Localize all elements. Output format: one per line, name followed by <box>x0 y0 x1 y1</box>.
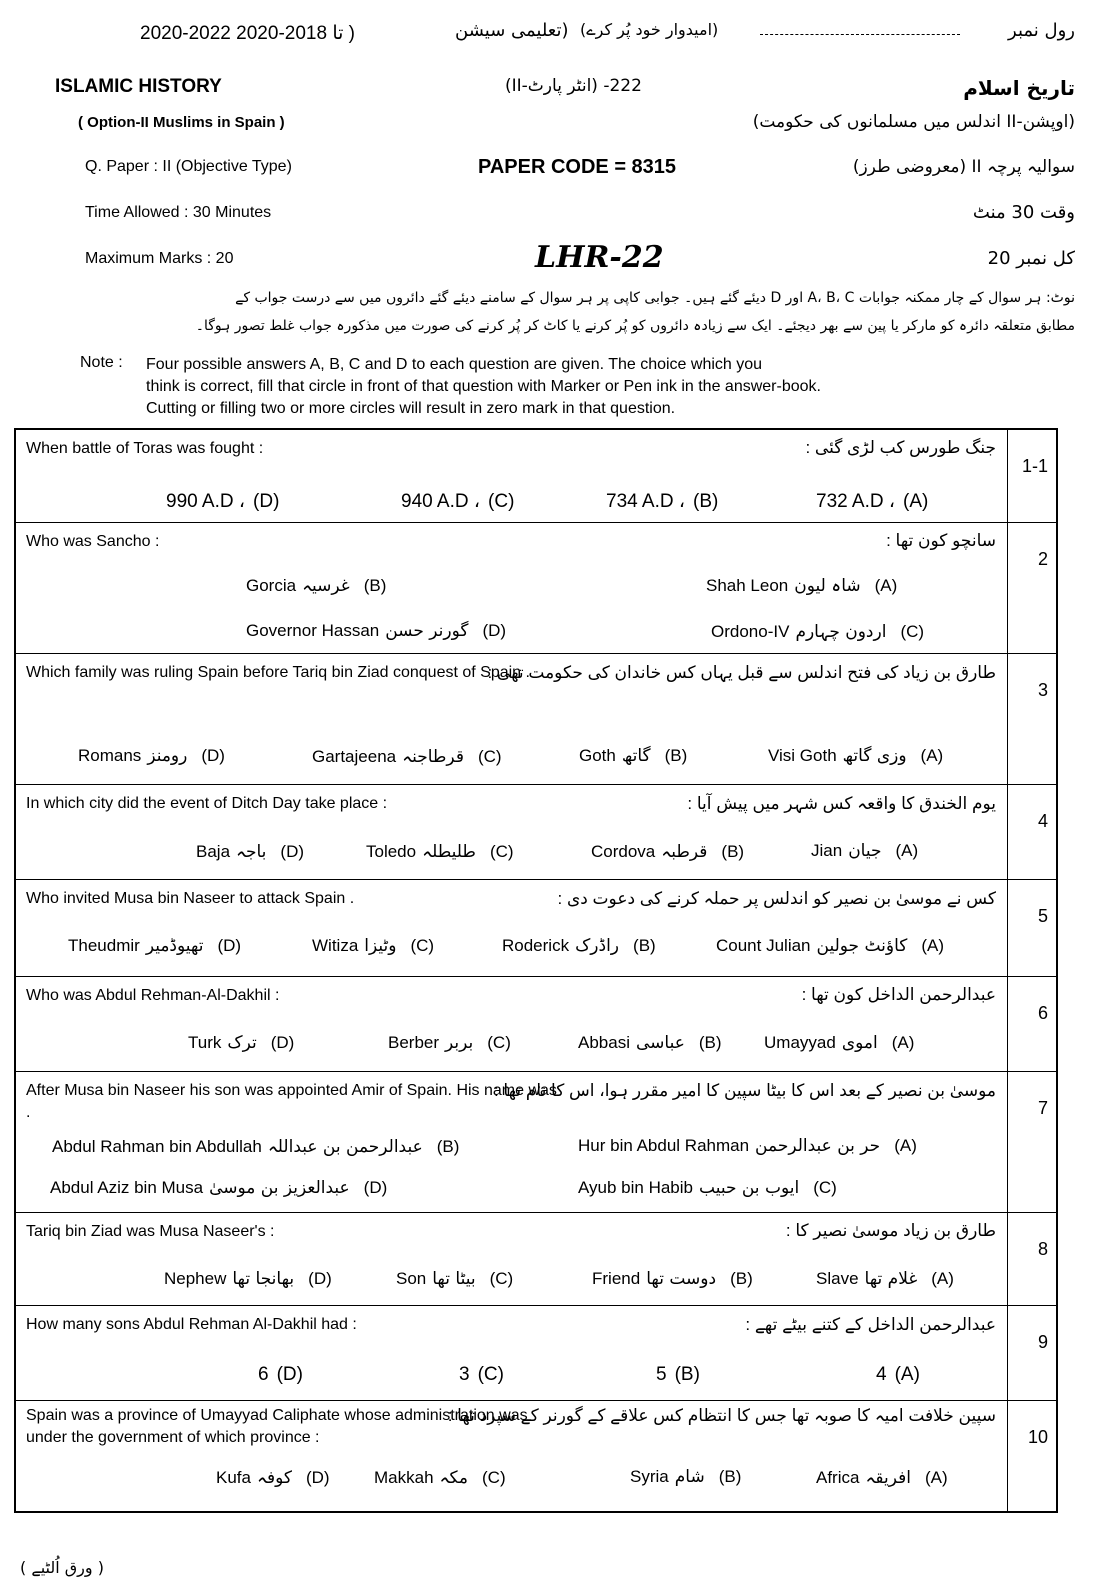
option-a: Hur bin Abdul Rahman حر بن عبدالرحمن (A) <box>578 1136 917 1156</box>
option-c: Son بیٹا تھا (C) <box>396 1269 514 1289</box>
question-text: Spain was a province of Umayyad Caliphate whose administration was under the government of which province : <box>26 1407 528 1446</box>
option-b: Friend دوست تھا (B) <box>592 1269 753 1289</box>
question-text-urdu: کس نے موسیٰ بن نصیر کو اندلس پر حملہ کرنے کی دعوت دی : <box>557 889 996 908</box>
question-number: 4 <box>1037 811 1048 831</box>
option-b: Roderick راڈرک (B) <box>502 936 656 956</box>
option-a: Jian جیان (A) <box>811 841 919 861</box>
subject-title: ISLAMIC HISTORY <box>55 76 222 97</box>
question-number: 1-1 <box>1021 456 1048 476</box>
question-text-urdu: سپین خلافت امیہ کا صوبہ تھا جس کا انتظام کس علاقے کے گورنر کے سپرد تھا : <box>447 1406 996 1425</box>
note-label: Note : <box>80 354 123 371</box>
maximum-marks: Maximum Marks : 20 <box>85 250 234 267</box>
question-text-urdu: عبدالرحمن الداخل کون تھا : <box>801 985 996 1004</box>
handwritten-board-code: LHR-22 <box>535 240 664 275</box>
question-number-cell <box>1007 1072 1056 1212</box>
option-c: 3 (C) <box>459 1364 504 1385</box>
question-text-urdu: سانچو کون تھا : <box>886 531 996 550</box>
option-c: Ordono-IV اردون چہارم (C) <box>711 622 925 642</box>
option-c: Toledo طلیطلہ (C) <box>366 842 514 862</box>
question-text-urdu: طارق بن زیاد موسیٰ نصیر کا : <box>785 1221 996 1240</box>
question-row <box>16 1213 1056 1306</box>
option-c: Gartajeena قرطاجنہ (C) <box>312 747 502 767</box>
option-d: Kufa کوفہ (D) <box>216 1468 330 1488</box>
maximum-marks-urdu: کل نمبر 20 <box>987 248 1075 269</box>
subject-title-urdu: تاریخ اسلام <box>963 76 1075 100</box>
question-text-urdu: جنگ طورس کب لڑی گئی : <box>805 438 996 457</box>
question-number-cell <box>1007 1306 1056 1400</box>
option-a: Umayyad اموی (A) <box>764 1033 915 1053</box>
time-allowed-urdu: وقت 30 منٹ <box>972 202 1075 223</box>
option-title-urdu: (اوپشن-II اندلس میں مسلمانوں کی حکومت) <box>752 112 1075 132</box>
question-row <box>16 430 1056 523</box>
question-number-cell <box>1007 880 1056 976</box>
option-d: Baja باجہ (D) <box>196 842 305 862</box>
option-a: Count Julian کاؤنٹ جولین (A) <box>716 936 945 956</box>
question-number-cell <box>1007 785 1056 879</box>
option-b: Abdul Rahman bin Abdullah عبدالرحمن بن عبداللہ (B) <box>52 1137 460 1157</box>
question-row <box>16 1072 1056 1213</box>
question-number-cell <box>1007 430 1056 522</box>
option-b: Cordova قرطبہ (B) <box>591 842 745 862</box>
option-d: Governor Hassan گورنر حسن (D) <box>246 621 507 641</box>
question-text: Tariq bin Ziad was Musa Naseer's : <box>26 1223 275 1240</box>
session-label: (تعلیمی سیشن <box>455 20 569 41</box>
roll-number-line <box>760 34 960 35</box>
option-d: Romans رومنز (D) <box>78 746 225 766</box>
option-d: 990 A.D ، (D) <box>166 491 280 512</box>
question-number: 10 <box>1027 1427 1048 1447</box>
option-a: 732 A.D ، (A) <box>816 491 929 512</box>
option-b: 5 (B) <box>656 1364 700 1385</box>
question-row <box>16 654 1056 785</box>
option-a: Africa افریقہ (A) <box>816 1468 948 1488</box>
option-d: Turk ترک (D) <box>188 1033 295 1053</box>
question-row <box>16 785 1056 880</box>
option-b: Goth گاتھ (B) <box>579 746 688 766</box>
paper-number: 222- (انٹر پارٹ-II) <box>505 76 642 96</box>
option-a: Visi Goth وزی گاتھ (A) <box>768 746 944 766</box>
question-text-urdu: طارق بن زیاد کی فتح اندلس سے قبل یہاں کس خاندان کی حکومت تھی : <box>487 663 996 682</box>
option-c: Witiza وٹیزا (C) <box>312 936 435 956</box>
question-number: 9 <box>1037 1332 1048 1352</box>
option-a: Shah Leon شاہ لیون (A) <box>706 576 898 596</box>
option-d: Nephew بھانجا تھا (D) <box>164 1269 332 1289</box>
question-row <box>16 523 1056 654</box>
question-text: After Musa bin Naseer his son was appointed Amir of Spain. His name was . <box>26 1082 557 1121</box>
questions-table <box>14 428 1058 1513</box>
question-number-cell <box>1007 1213 1056 1305</box>
question-number: 7 <box>1037 1098 1048 1118</box>
question-number-cell <box>1007 654 1056 784</box>
question-text-urdu: موسیٰ بن نصیر کے بعد اس کا بیٹا سپین کا امیر مقرر ہوا، اس کا نام تھا : <box>493 1081 996 1100</box>
option-a: 4 (A) <box>876 1364 920 1385</box>
question-text: Which family was ruling Spain before Tariq bin Ziad conquest of Spain . <box>26 664 530 681</box>
note-urdu-line-2: مطابق متعلقہ دائرہ کو مارکر یا پین سے بھر دیجئے۔ ایک سے زیادہ دائروں کو پُر کرنے یا کاٹ کر پُر کرنے کی صورت میں مذکورہ جواب غلط تصور ہوگا۔ <box>195 318 1075 334</box>
question-row <box>16 1401 1056 1511</box>
option-c: Ayub bin Habib ایوب بن حبیب (C) <box>578 1178 837 1198</box>
question-text-urdu: عبدالرحمن الداخل کے کتنے بیٹے تھے : <box>745 1315 996 1334</box>
option-b: 734 A.D ، (B) <box>606 491 719 512</box>
question-number: 2 <box>1037 549 1048 569</box>
option-d: Theudmir تھیوڈمیر (D) <box>68 936 242 956</box>
question-paper-type: Q. Paper : II (Objective Type) <box>85 158 292 175</box>
option-c: Makkah مکہ (C) <box>374 1468 506 1488</box>
question-text-urdu: یوم الخندق کا واقعہ کس شہر میں پیش آیا : <box>687 794 996 813</box>
option-b: Gorcia غرسیہ (B) <box>246 576 387 596</box>
note-english-line-1: Four possible answers A, B, C and D to each question are given. The choice which you <box>146 356 763 373</box>
note-urdu-line-1: نوٹ: ہر سوال کے چار ممکنہ جوابات A، B، C اور D دیئے گئے ہیں۔ جوابی کاپی پر ہر سوال کے سامنے دیئے گئے دائروں میں سے درست جواب کے <box>235 290 1075 306</box>
option-d: 6 (D) <box>258 1364 303 1385</box>
question-number: 5 <box>1037 906 1048 926</box>
question-text: Who was Sancho : <box>26 533 160 550</box>
roll-number-label: رول نمبر <box>1008 20 1075 41</box>
question-text: How many sons Abdul Rehman Al-Dakhil had : <box>26 1316 357 1333</box>
question-number: 3 <box>1037 680 1048 700</box>
option-title: ( Option-II Muslims in Spain ) <box>78 114 285 131</box>
question-row <box>16 1306 1056 1401</box>
note-english-line-3: Cutting or filling two or more circles will result in zero mark in that question. <box>146 400 676 417</box>
roll-instruction: (امیدوار خود پُر کرے) <box>580 20 719 39</box>
option-c: Berber بربر (C) <box>388 1033 511 1053</box>
paper-code: PAPER CODE = 8315 <box>478 156 677 178</box>
option-d: Abdul Aziz bin Musa عبدالعزیز بن موسیٰ (D) <box>50 1178 388 1198</box>
question-number-cell <box>1007 523 1056 653</box>
option-b: Abbasi عباسی (B) <box>578 1033 722 1053</box>
option-a: Slave غلام تھا (A) <box>816 1269 954 1289</box>
session-years: 2020-2022 تا 2018-2020 ) <box>140 23 356 44</box>
question-number: 8 <box>1037 1239 1048 1259</box>
option-b: Syria شام (B) <box>630 1467 742 1487</box>
question-row <box>16 880 1056 977</box>
option-c: 940 A.D ، (C) <box>401 491 515 512</box>
turn-over-note: ( ورق اُلٹیے ) <box>20 1558 104 1577</box>
question-text: Who was Abdul Rehman-Al-Dakhil : <box>26 987 280 1004</box>
question-number-cell <box>1007 977 1056 1071</box>
question-text: Who invited Musa bin Naseer to attack Spain . <box>26 890 355 907</box>
time-allowed: Time Allowed : 30 Minutes <box>85 204 272 221</box>
note-english-line-2: think is correct, fill that circle in front of that question with Marker or Pen ink in the answer-book. <box>146 378 821 395</box>
question-number: 6 <box>1037 1003 1048 1023</box>
question-text: In which city did the event of Ditch Day take place : <box>26 795 388 812</box>
question-paper-type-urdu: سوالیہ پرچہ II (معروضی طرز) <box>852 157 1075 177</box>
question-text: When battle of Toras was fought : <box>26 440 264 457</box>
question-row <box>16 977 1056 1072</box>
question-number-cell <box>1007 1401 1056 1511</box>
